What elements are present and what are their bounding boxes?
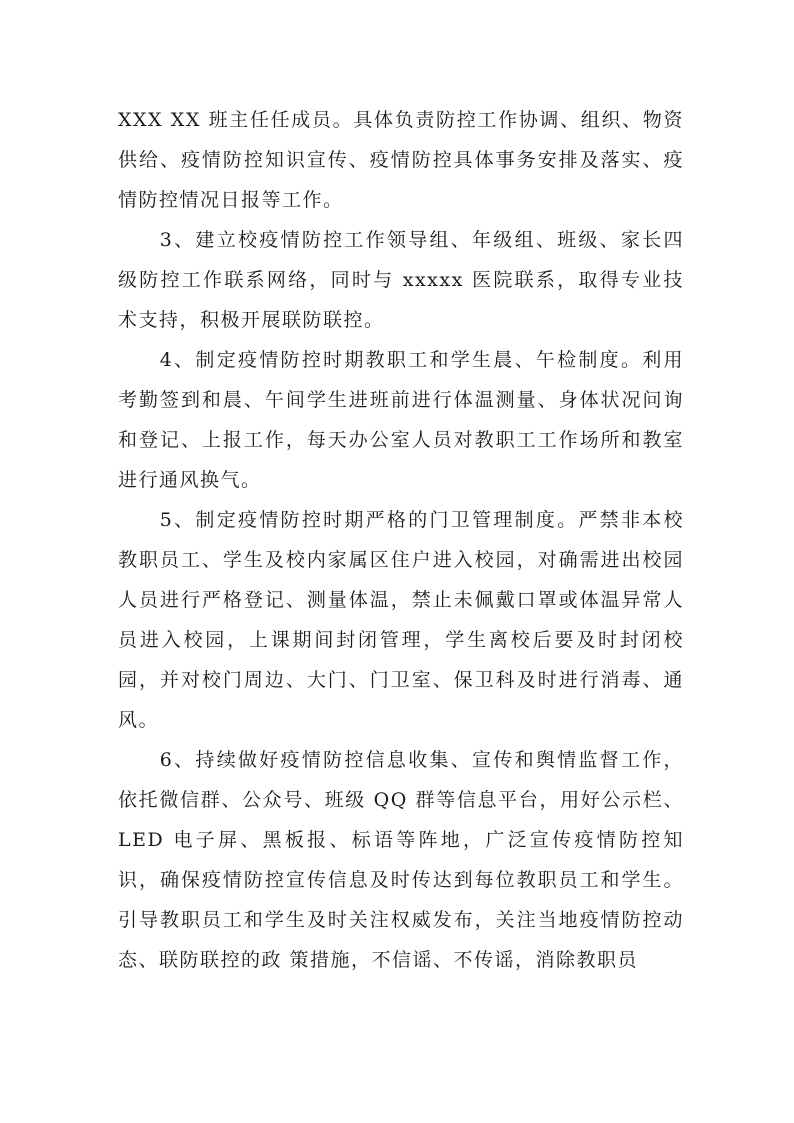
paragraph-item-3: 3、建立校疫情防控工作领导组、年级组、班级、家长四级防控工作联系网络，同时与 xxxxx 医院联系，取得专业技术支持，积极开展联防联控。	[118, 229, 684, 331]
document-body	[118, 100, 684, 980]
paragraph-item-6: 6、持续做好疫情防控信息收集、宣传和舆情监督工作，依托微信群、公众号、班级 QQ 群等信息平台，用好公示栏、LED 电子屏、黑板报、标语等阵地，广泛宣传疫情防控知识，确保疫情防控宣传信息及时传达到每位教职员工和学生。引导教职员工和学生及时关注权威发布，关注当地疫情防控动态、联防联控的政 策措施，不信谣、不传谣，消除教职员	[118, 749, 684, 971]
paragraph-item-5: 5、制定疫情防控时期严格的门卫管理制度。严禁非本校教职员工、学生及校内家属区住户进入校园，对确需进出校园人员进行严格登记、测量体温，禁止未佩戴口罩或体温异常人员进入校园，上课期间封闭管理，学生离校后要及时封闭校园，并对校门周边、大门、门卫室、保卫科及时进行消毒、通风。	[118, 509, 684, 731]
paragraph-item-4: 4、制定疫情防控时期教职工和学生晨、午检制度。利用考勤签到和晨、午间学生进班前进行体温测量、身体状况问询和登记、上报工作，每天办公室人员对教职工工作场所和教室进行通风换气。	[118, 349, 684, 491]
paragraph-continuation: XXX XX 班主任任成员。具体负责防控工作协调、组织、物资供给、疫情防控知识宣传、疫情防控具体事务安排及落实、疫情防控情况日报等工作。	[118, 109, 684, 211]
